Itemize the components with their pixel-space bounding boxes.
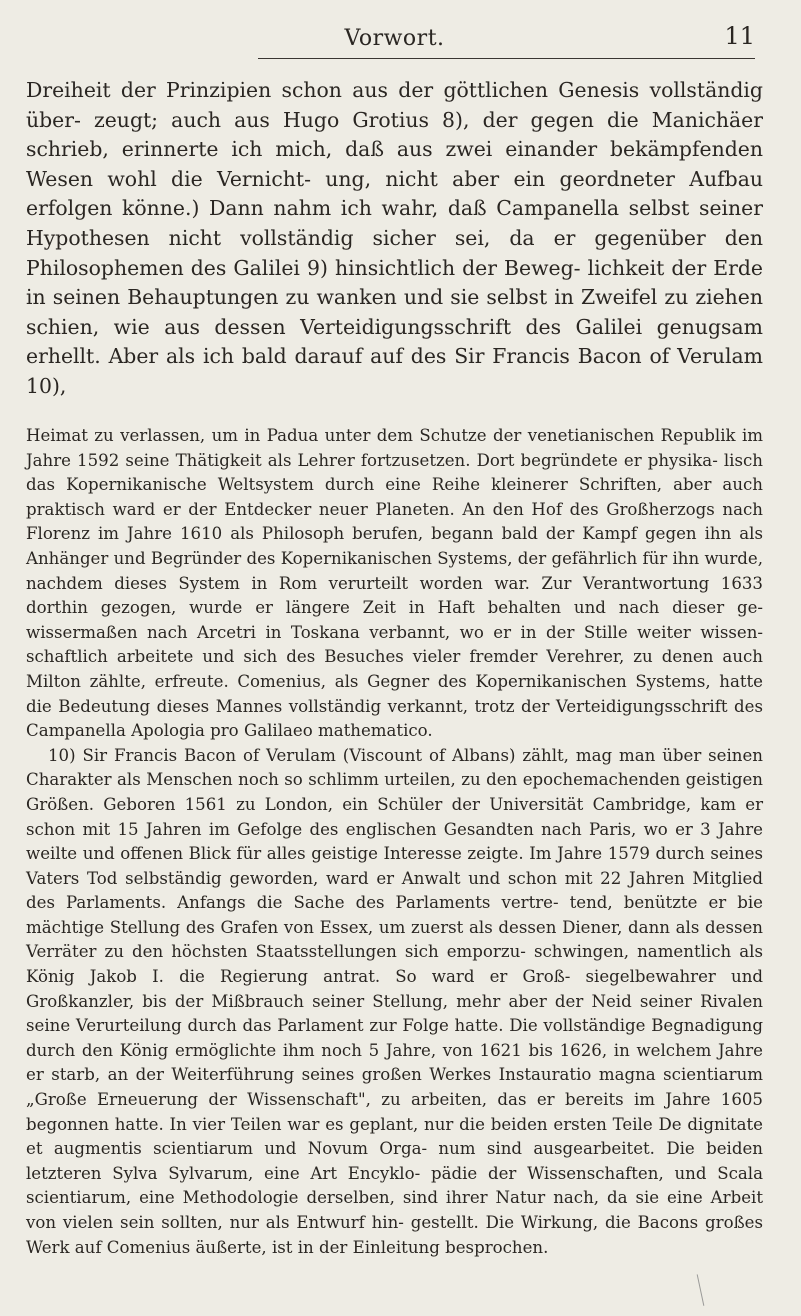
- page-number: 11: [724, 22, 755, 50]
- running-title: Vorwort.: [344, 26, 445, 51]
- footnote-10: [26, 744, 763, 1260]
- pencil-mark: [697, 1274, 706, 1306]
- footnotes: [26, 424, 763, 1260]
- main-paragraph: Dreiheit der Prinzipien schon aus der göttlichen Genesis vollständig über- zeugt; auch aus Hugo Grotius 8), der gegen die Manichäer schrieb, erinnerte ich mich, daß aus zwei einander bekämpfenden Wesen wohl die Vernicht- ung, nicht aber ein geordneter Aufbau erfolgen könne.) Dann nahm ich wahr, daß Campanella selbst seiner Hypothesen nicht vollständig sicher sei, da er gegenüber den Philosophemen des Galilei 9) hinsichtlich der Beweg- lichkeit der Erde in seinen Behauptungen zu wanken und sie selbst in Zweifel zu ziehen schien, wie aus dessen Verteidigungsschrift des Galilei genugsam erhellt. Aber als ich bald darauf auf des Sir Francis Bacon of Verulam 10),: [26, 78, 763, 398]
- main-text: [26, 76, 763, 402]
- footnote-10-text: Sir Francis Bacon of Verulam (Viscount of Albans) zählt, mag man über seinen Charakter als Menschen noch so schlimm urteilen, zu den epochemachenden geistigen Größen. Geboren 1561 zu London, ein Schüler der Universität Cambridge, kam er schon mit 15 Jahren im Gefolge des englischen Gesandten nach Paris, wo er 3 Jahre weilte und offenen Blick für alles geistige Interesse zeigte. Im Jahre 1579 durch seines Vaters Tod selbständig geworden, ward er Anwalt und schon mit 22 Jahren Mitglied des Parlaments. Anfangs die Sache des Parlaments vertre- tend, benützte er bie mächtige Stellung des Grafen von Essex, um zuerst als dessen Diener, dann als dessen Verräter zu den höchsten Staatsstellungen sich emporzu- schwingen, namentlich als König Jakob I. die Regierung antrat. So ward er Groß- siegelbewahrer und Großkanzler, bis der Mißbrauch seiner Stellung, mehr aber der Neid seiner Rivalen seine Verurteilung durch das Parlament zur Folge hatte. Die vollständige Begnadigung durch den König ermöglichte ihm noch 5 Jahre, von 1621 bis 1626, in welchem Jahre er starb, an der Weiterführung seines großen Werkes Instauratio magna scientiarum „Große Erneuerung der Wissenschaft", zu arbeiten, das er bereits im Jahre 1605 begonnen hatte. In vier Teilen war es geplant, nur die beiden ersten Teile De dignitate et augmentis scientiarum und Novum Orga- num sind ausgearbeitet. Die beiden letzteren Sylva Sylvarum, eine Art Encyklo- pädie der Wissenschaften, und Scala scientiarum, eine Methodologie derselben, sind ihrer Natur nach, da sie eine Arbeit von vielen sein sollten, nur als Entwurf hin- gestellt. Die Wirkung, die Bacons großes Werk auf Comenius äußerte, ist in der Einleitung besprochen.: [26, 745, 763, 1257]
- page-header: [26, 22, 763, 66]
- header-rule: [258, 58, 755, 59]
- footnote-9-continued: Heimat zu verlassen, um in Padua unter dem Schutze der venetianischen Republik im Jahre 1592 seine Thätigkeit als Lehrer fortzusetzen. Dort begründete er physika- lisch das Kopernikanische Weltsystem durch eine Reihe kleinerer Schriften, aber auch praktisch ward er der Entdecker neuer Planeten. An den Hof des Großherzogs nach Florenz im Jahre 1610 als Philosoph berufen, begann bald der Kampf gegen ihn als Anhänger und Begründer des Kopernikanischen Systems, der gefährlich für ihn wurde, nachdem dieses System in Rom verurteilt worden war. Zur Verantwortung 1633 dorthin gezogen, wurde er längere Zeit in Haft behalten und nach dieser ge- wissermaßen nach Arcetri in Toskana verbannt, wo er in der Stille weiter wissen- schaftlich arbeitete und sich des Besuches vieler fremder Verehrer, zu denen auch Milton zählte, erfreute. Comenius, als Gegner des Kopernikanischen Systems, hatte die Bedeutung dieses Mannes vollständig verkannt, trotz der Verteidigungsschrift des Campanella Apologia pro Galilaeo mathematico.: [26, 426, 763, 741]
- footnote-10-marker: 10): [48, 745, 76, 765]
